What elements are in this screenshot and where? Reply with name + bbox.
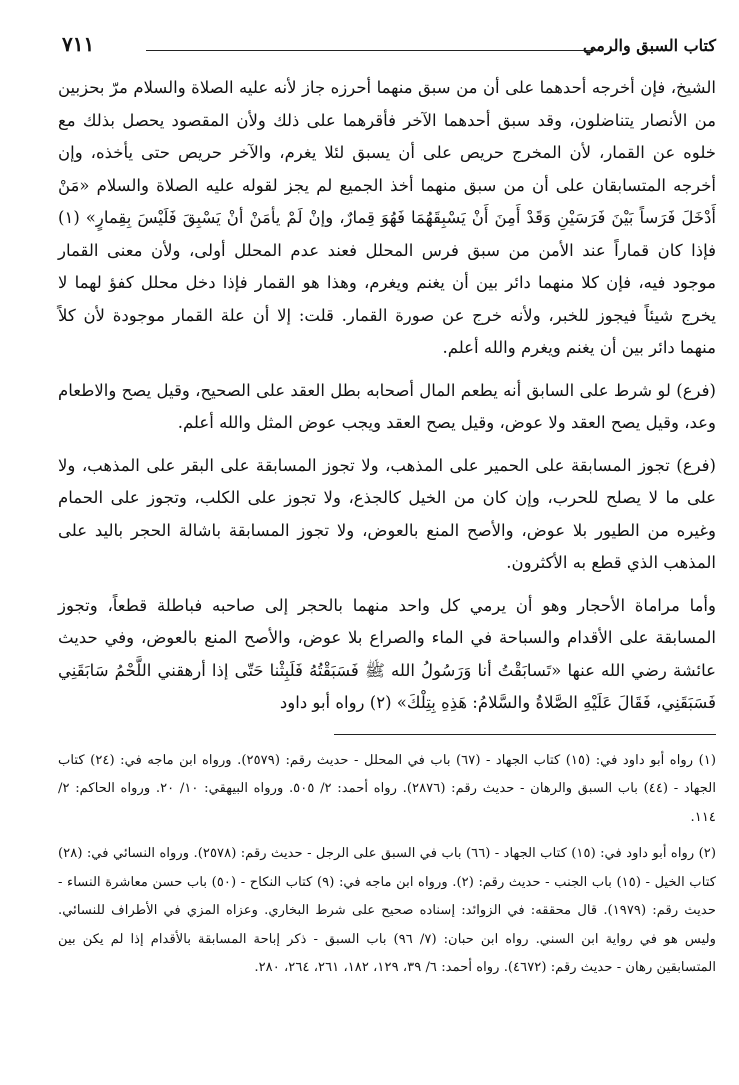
paragraph: (فرع) تجوز المسابقة على الحمير على المذهب، ولا تجوز المسابقة على البقر على المذهب، ولا على ما لا يصلح للحرب، وإن كان من الخيل كالجذع، ولا تجوز على الكلب، وتجوز على الحمام وغيره من الطيور بلا عوض، والأصح المنع بالعوض، ولا تجوز المسابقة باشالة الحجر باليد على المذهب الذي قطع به الأكثرون. [58,455,716,572]
main-text [58,72,716,720]
book-page [58,34,716,983]
footnote: (٢) رواه أبو داود في: (١٥) كتاب الجهاد - (٦٦) باب في السبق على الرجل - حديث رقم: (٢٥٧٨). ورواه النسائي في: (٢٨) كتاب الخيل - (١٥) باب الجنب - حديث رقم: (٢). ورواه ابن ماجه في: (٩) كتاب النكاح - (٥٠) باب حسن معاشرة النساء - حديث رقم: (١٩٧٩). قال محققه: في الزوائد: إسناده صحيح على شرط البخاري. وعزاه المزي في الأطراف للنسائي. وليس هو في رواية ابن السني. رواه ابن حبان: (٧/ ٩٦) باب السبق - ذكر إباحة المسابقة بالأقدام إذا لم يكن بين المتسابقين رهان - حديث رقم: (٤٦٧٢). رواه أحمد: ٦/ ٣٩، ١٢٩، ١٨٢، ٢٦١، ٢٦٤، ٢٨٠. [58,846,717,975]
footnotes [58,747,716,983]
footnote-separator [334,734,716,735]
paragraph: (فرع) لو شرط على السابق أنه يطعم المال أصحابه بطل العقد على الصحيح، وقيل يصح والاطعام وعد، وقيل يصح العقد ولا عوض، وقيل يصح العقد ويجب عوض المثل والله أعلم. [58,380,716,432]
paragraph: وأما مراماة الأحجار وهو أن يرمي كل واحد منهما بالحجر إلى صاحبه فباطلة قطعاً، وتجوز المسابقة على الأقدام والسباحة في الماء والصراع بلا عوض، والأصح المنع بالعوض، وفي حديث عائشة رضي الله عنها «تَسابَقْتُ أنا وَرَسُولُ الله ﷺ فَسَبَقْتُهُ فَلَبِثْنا حَتّى إذا أرهقني اللَّحْمُ سَابَقَنِي فَسَبَقَنِي، فَقَالَ عَلَيْهِ الصَّلاةُ والسَّلامُ: هَذِهِ بِتِلْكَ» (٢) رواه أبو داود [58,595,716,712]
paragraph: الشيخ، فإن أخرجه أحدهما على أن من سبق منهما أحرزه جاز لأنه عليه الصلاة والسلام مرّ بحزبين من الأنصار يتناضلون، وقد سبق أحدهما الآخر فأقرهما على ذلك ولأن المقصود يحصل بذلك مع خلوه عن القمار، لأن المخرج حريص على أن يسبق لئلا يغرم، والآخر حريص حتى يأخذه، وإن أخرجه المتسابقان على أن من سبق منهما أخذ الجميع لم يجز لقوله عليه الصلاة والسلام «مَنْ أَدْخَلَ فَرَساً بَيْنَ فَرَسَيْنِ وَقَدْ أَمِنَ أَنْ يَسْبِقَهُمَا فَهُوَ قِمارٌ، وإنْ لَمْ يأمَنْ أنْ يَسْبِقَ فَلَيْسَ بِقِمارٍ» (١) فإذا كان قماراً عند الأمن من سبق فرس المحلل فعند عدم المحلل أولى، ولأن معنى القمار موجود فيه، فإن كلا منهما دائر بين أن يغنم ويغرم، وهذا هو القمار فإذا دخل محلل كفؤ لهما لا يخرج شيئاً فيجوز للخبر، ولأنه خرج عن صورة القمار. قلت: إلا أن علة القمار موجودة لأن كلاً منهما دائر بين أن يغنم ويغرم والله أعلم. [58,78,716,357]
footnote: (١) رواه أبو داود في: (١٥) كتاب الجهاد - (٦٧) باب في المحلل - حديث رقم: (٢٥٧٩). ورواه ابن ماجه في: (٢٤) كتاب الجهاد - (٤٤) باب السبق والرهان - حديث رقم: (٢٨٧٦). رواه أحمد: ٢/ ٥٠٥. ورواه البيهقي: ١٠/ ٢٠. ورواه الحاكم: ٢/ ١١٤. [58,752,717,825]
page-header [58,34,716,66]
running-title: كتاب السبق والرمي [582,36,716,55]
header-rule [146,50,598,51]
page-number: ٧١١ [62,32,95,56]
